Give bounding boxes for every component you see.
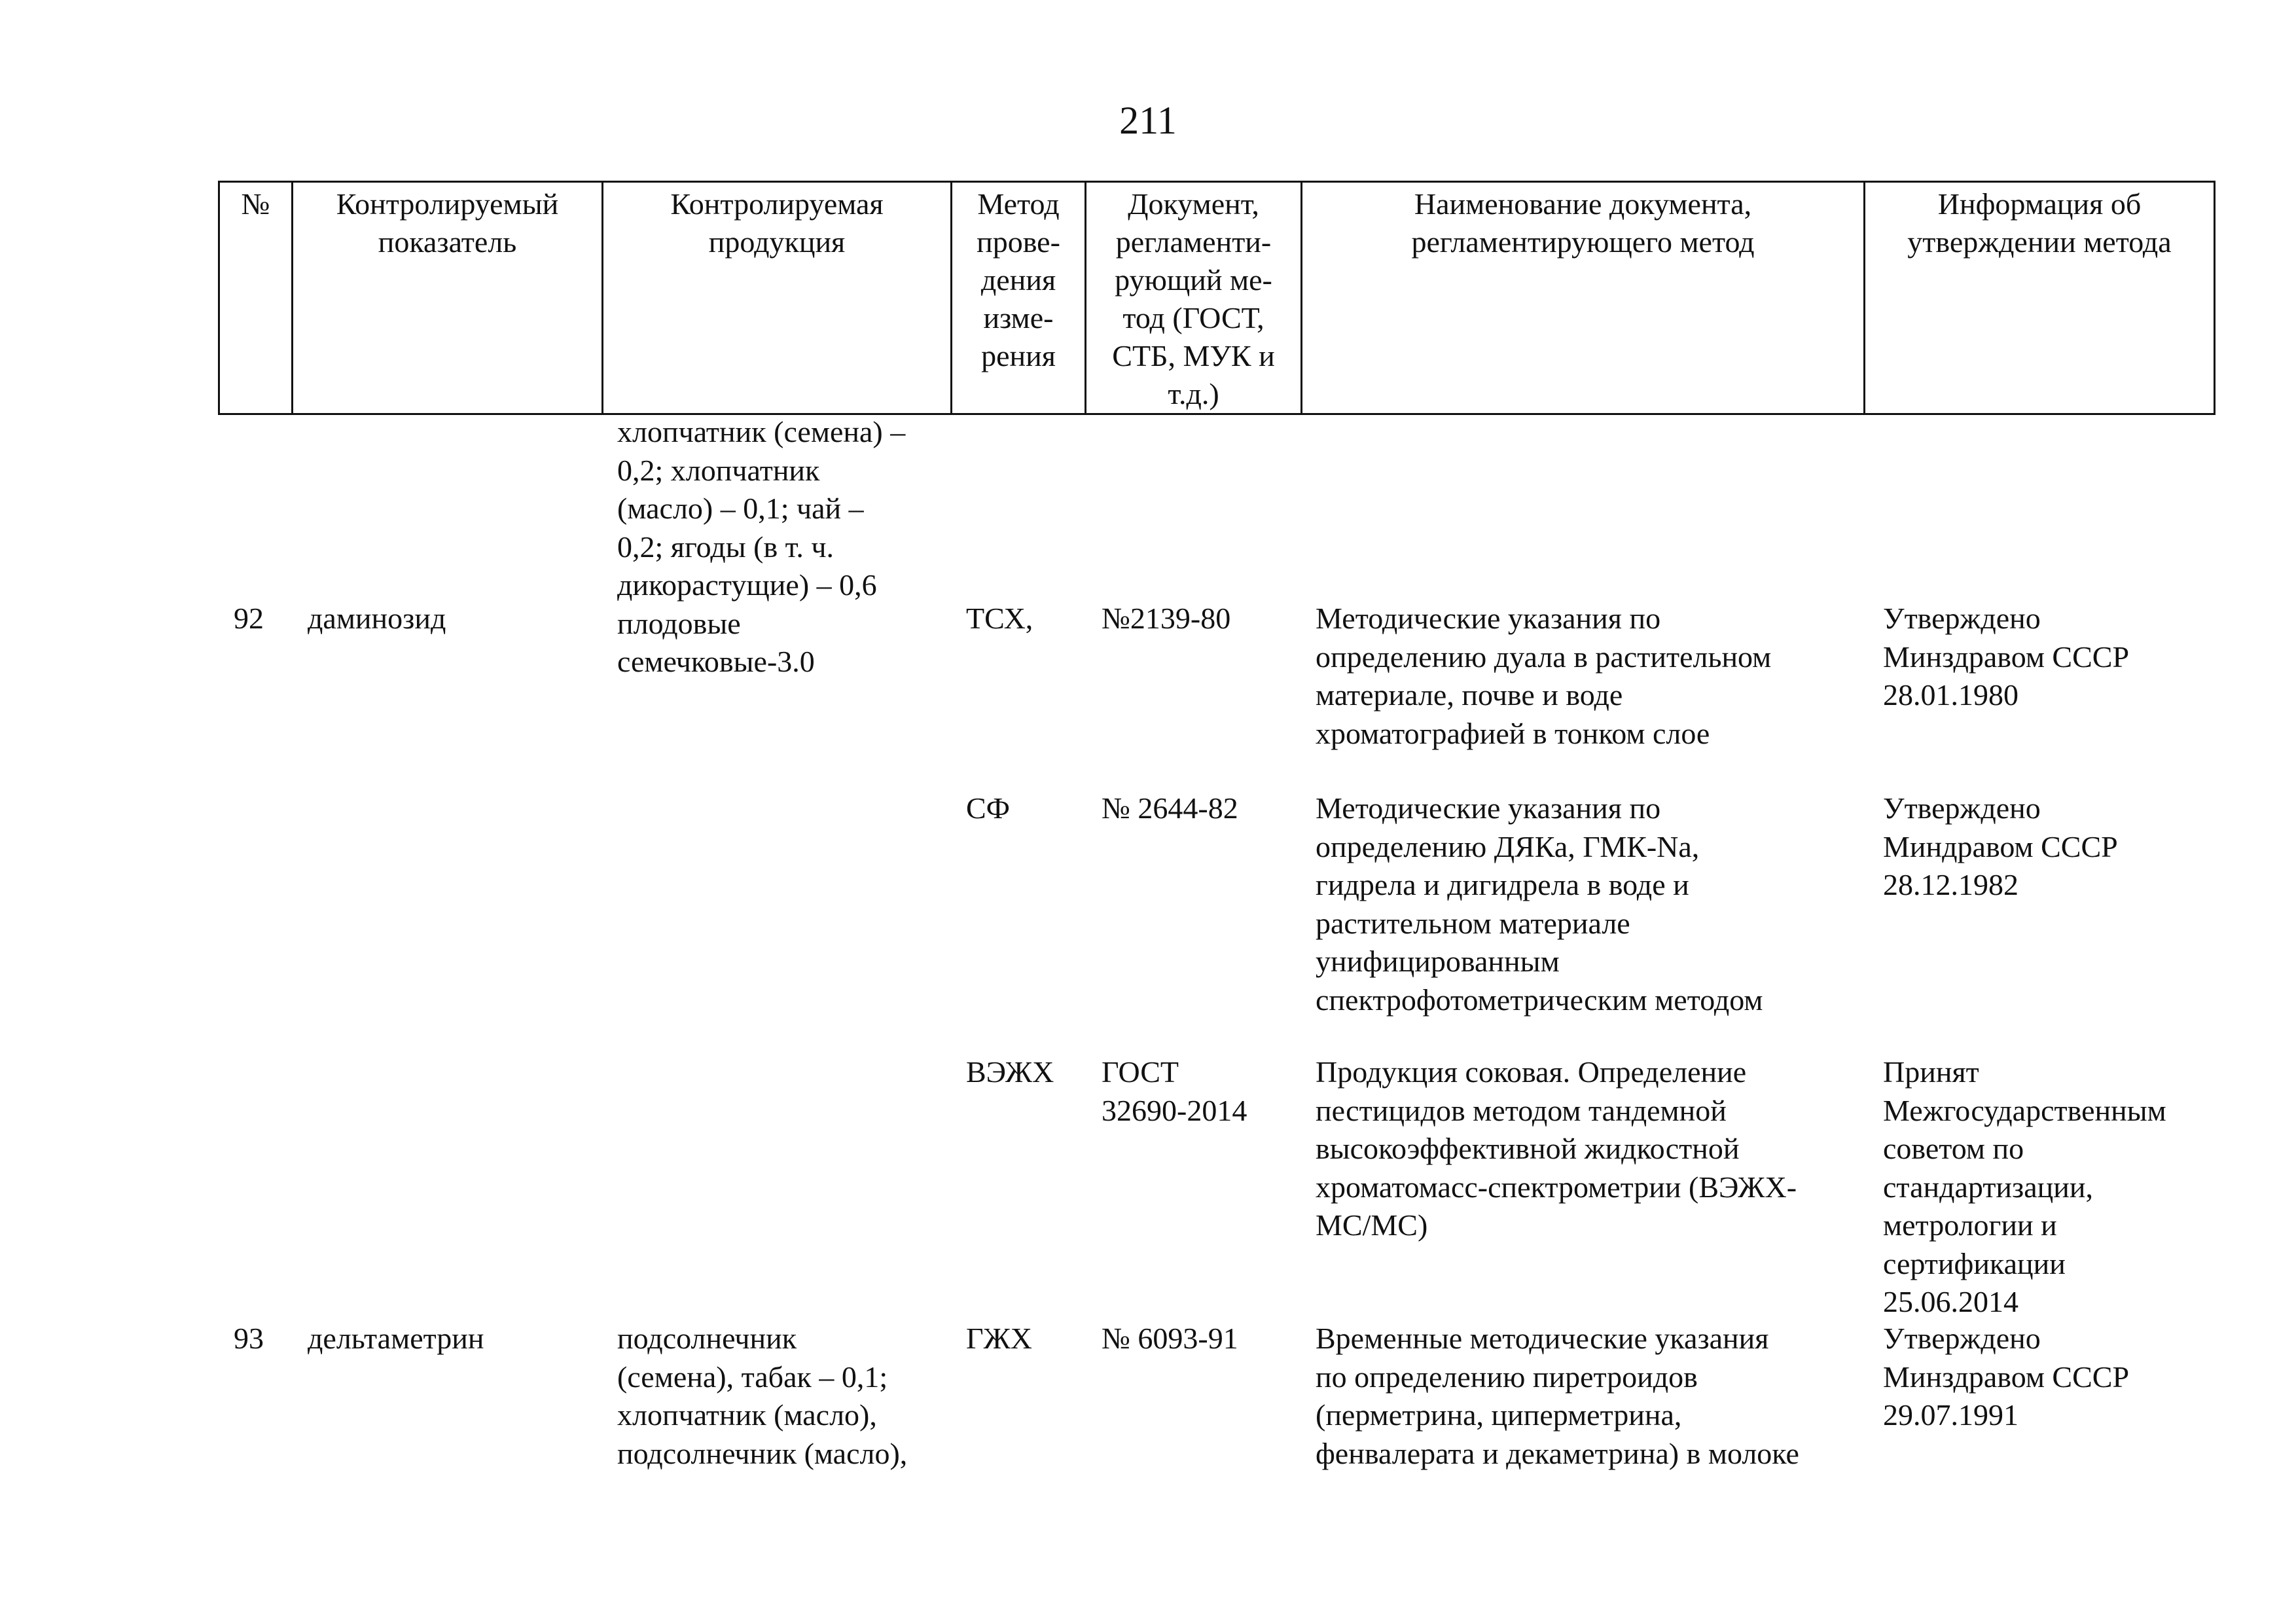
row-92-indicator: даминозид [308, 602, 446, 635]
row-92-doc-name-1: Методические указания по определению дуала в растительном материале, почве и воде хроматографией в тонком слое [1316, 602, 1772, 750]
header-col-method: Метод прове- дения изме- рения [952, 182, 1086, 414]
header-col-document-name: Наименование документа, регламентирующего метод [1302, 182, 1865, 414]
page-number: 211 [1119, 99, 1177, 142]
row-92-document-1: №2139-80 [1102, 602, 1231, 635]
row-93-number: 93 [234, 1322, 264, 1355]
table-header [218, 181, 2215, 415]
row-93-product: подсолнечник (семена), табак – 0,1; хлопчатник (масло), подсолнечник (масло), [617, 1322, 908, 1470]
header-col-indicator: Контролируемый показатель [293, 182, 603, 414]
row-93-document: № 6093-91 [1102, 1322, 1238, 1355]
row-93-doc-name: Временные методические указания по определению пиретроидов (перметрина, циперметрина, фенвалерата и декаметрина) в молоке [1316, 1322, 1799, 1470]
row-92-doc-name-3: Продукция соковая. Определение пестицидов методом тандемной высокоэффективной жидкостной хроматомасс-спектрометрии (ВЭЖХ- МС/МС) [1316, 1055, 1797, 1242]
row-92-method-1: ТСХ, [966, 602, 1033, 635]
row-92-doc-name-2: Методические указания по определению ДЯКа, ГМК-Na, гидрела и дигидрела в воде и растительном материале унифицированным спектрофотометрическим методом [1316, 791, 1763, 1017]
row-92-product: хлопчатник (семена) – 0,2; хлопчатник (масло) – 0,1; чай – 0,2; ягоды (в т. ч. дикорастущие) – 0,6 плодовые семечковые-3.0 [617, 415, 906, 678]
header-col-document: Документ, регламенти- рующий ме- тод (ГОСТ, СТБ, МУК и т.д.) [1086, 182, 1302, 414]
row-92-approval-1: Утверждено Минздравом СССР 28.01.1980 [1883, 602, 2130, 712]
row-92-method-3: ВЭЖХ [966, 1055, 1054, 1089]
row-93-indicator: дельтаметрин [308, 1322, 484, 1355]
row-92-document-3: ГОСТ 32690-2014 [1102, 1055, 1247, 1127]
header-col-approval: Информация об утверждении метода [1865, 182, 2215, 414]
header-col-number: № [219, 182, 293, 414]
row-92-number: 92 [234, 602, 264, 635]
row-92-method-2: СФ [966, 791, 1011, 825]
row-93-method: ГЖХ [966, 1322, 1033, 1355]
row-92-approval-2: Утверждено Миндравом СССР 28.12.1982 [1883, 791, 2118, 901]
row-93-approval: Утверждено Минздравом СССР 29.07.1991 [1883, 1322, 2130, 1432]
row-92-document-2: № 2644-82 [1102, 791, 1238, 825]
row-92-approval-3: Принят Межгосударственным советом по стандартизации, метрологии и сертификации 25.06.2014 [1883, 1055, 2166, 1318]
header-col-product: Контролируемая продукция [603, 182, 952, 414]
